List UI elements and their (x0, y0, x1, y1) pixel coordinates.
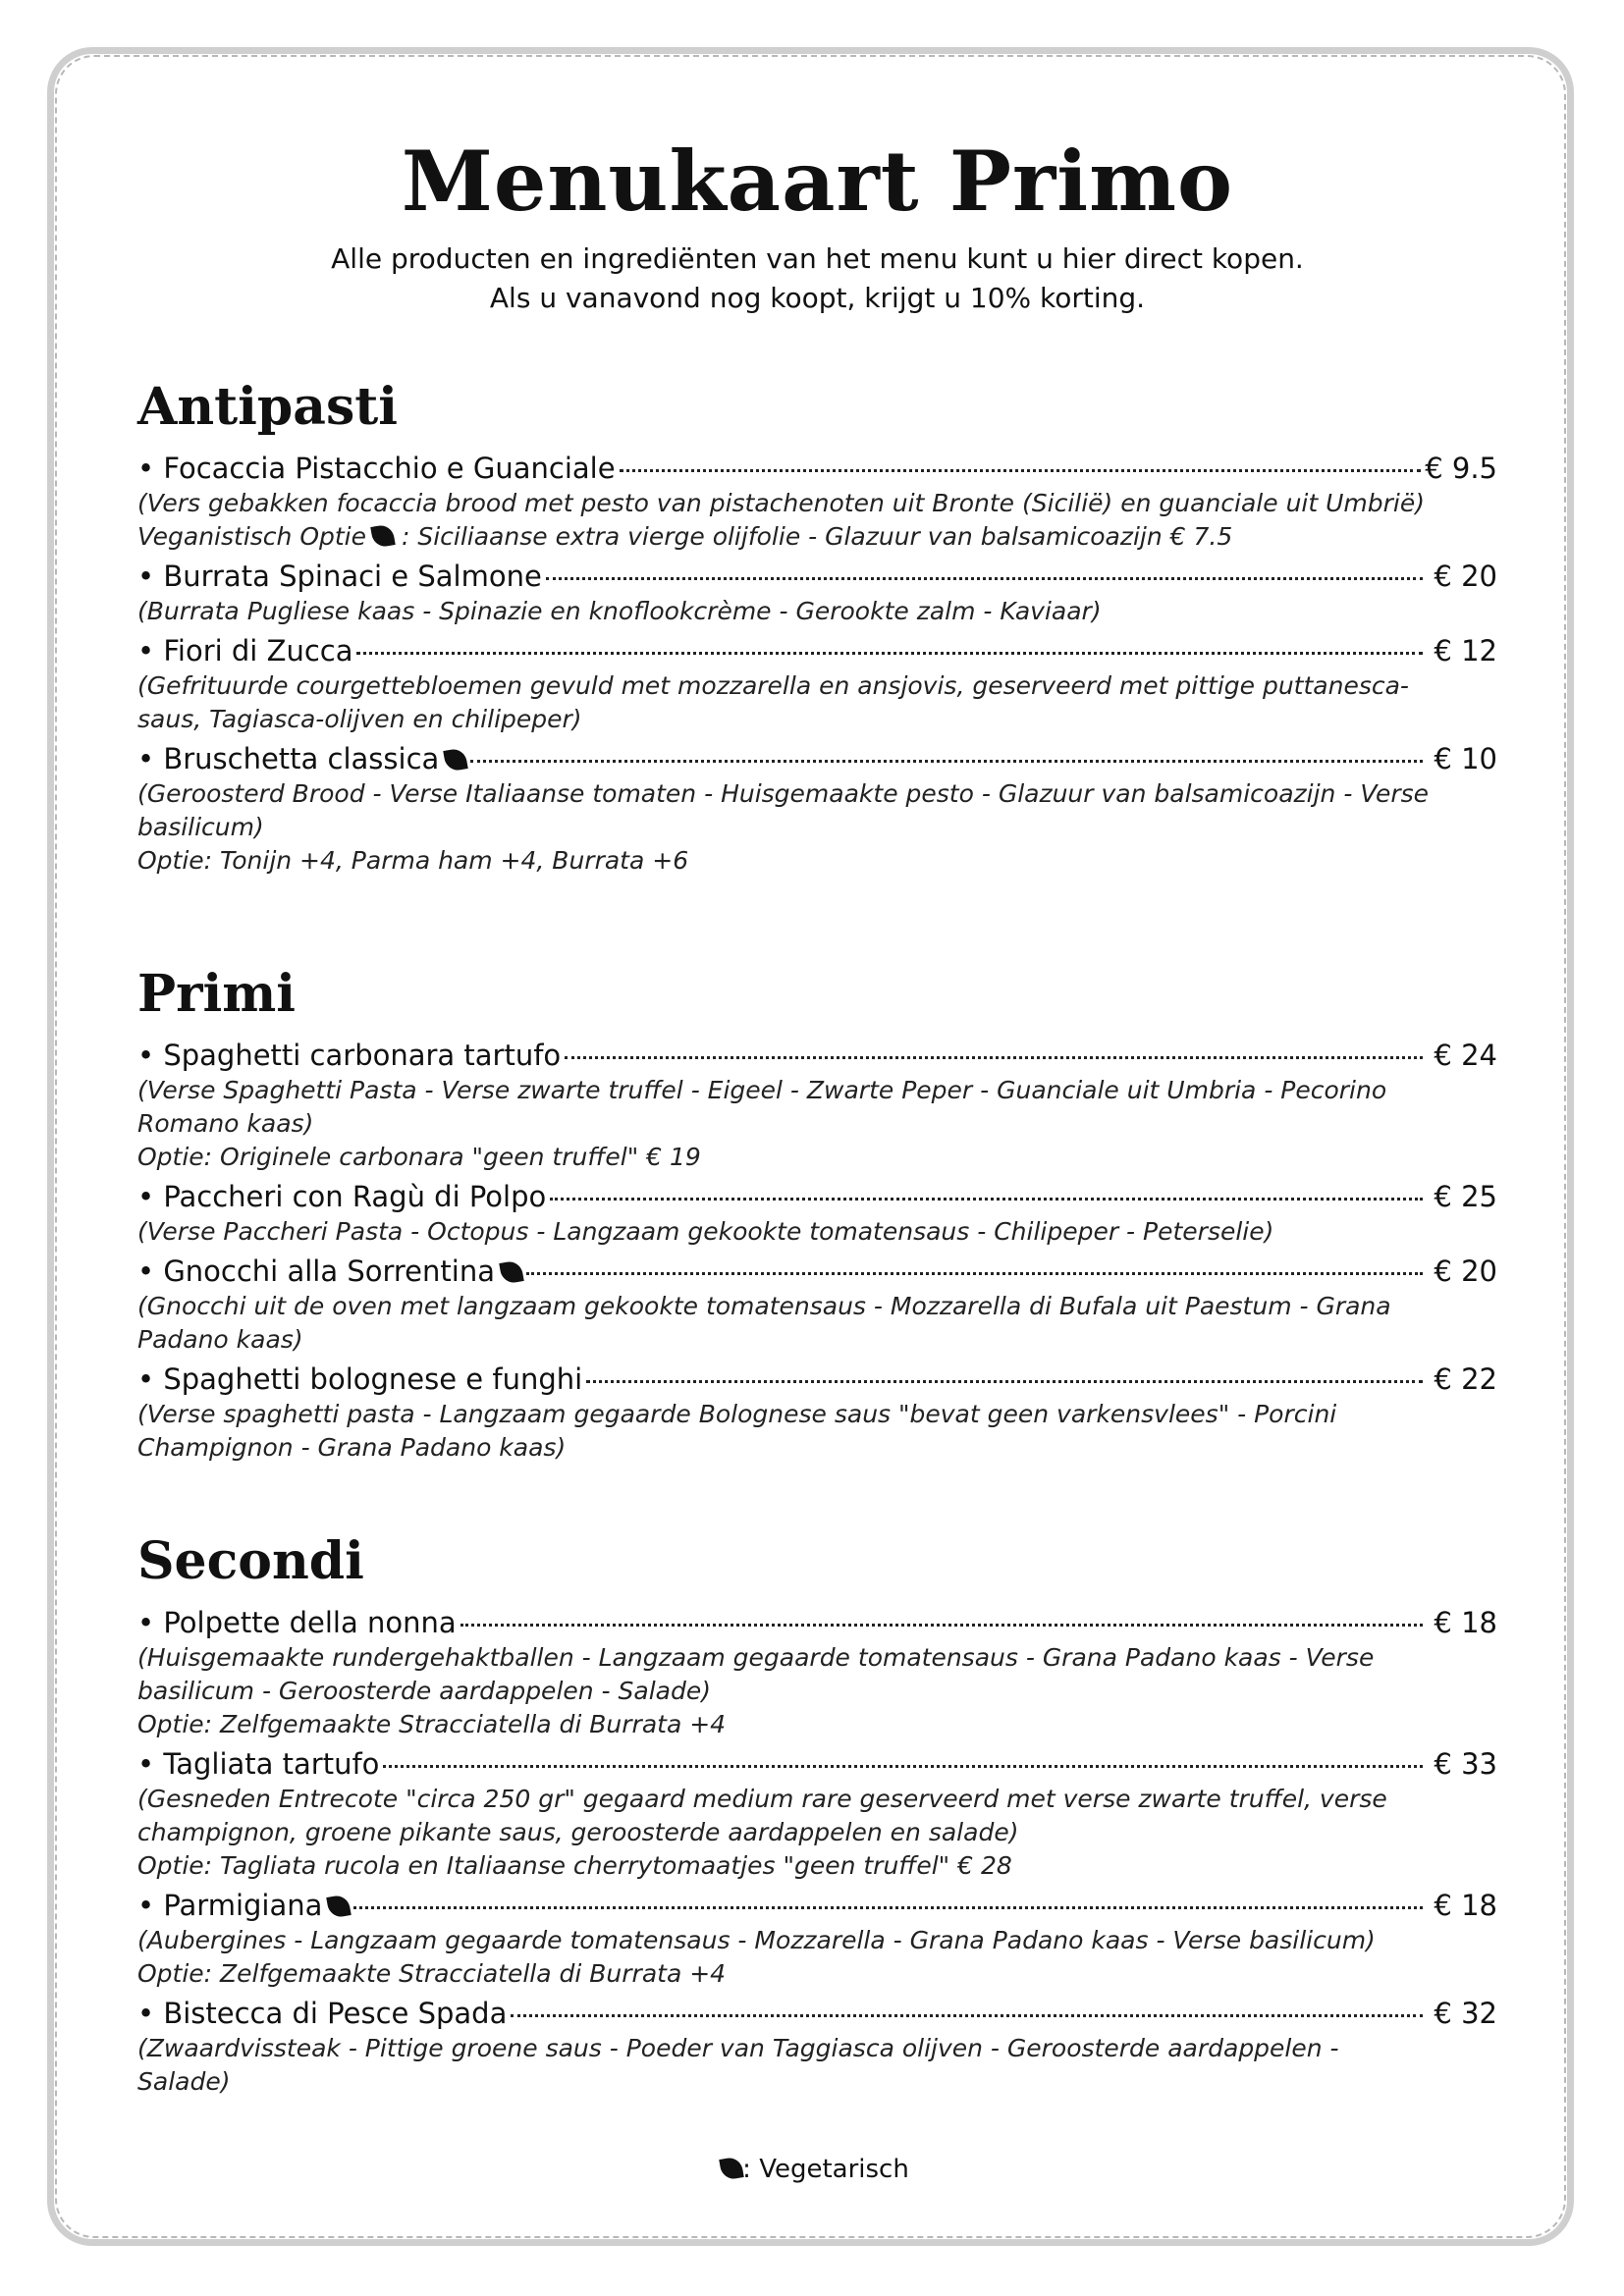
item-price: € 10 (1434, 742, 1497, 775)
item-name: • Bistecca di Pesce Spada (137, 1997, 508, 2030)
item-option: Optie: Zelfgemaakte Stracciatella di Burrata +4 (137, 1710, 727, 1738)
dot-leader (470, 760, 1423, 763)
item-price: € 18 (1434, 1889, 1497, 1922)
dot-leader (546, 577, 1423, 580)
item-price: € 12 (1434, 634, 1497, 667)
section-title: Primi (137, 964, 297, 1024)
item-description: (Zwaardvissteak - Pittige groene saus - Poeder van Taggiasca olijven - Geroosterde aardappelen - Salade) (137, 2034, 1339, 2096)
vegetarian-leaf-icon (444, 747, 468, 772)
item-price: € 25 (1434, 1180, 1497, 1213)
legend-text: : Vegetarisch (742, 2155, 909, 2184)
item-name (137, 1887, 350, 1924)
menu-item (137, 450, 1497, 554)
item-option (137, 520, 1497, 554)
menu-item (137, 1604, 1497, 1741)
vegetarian-leaf-icon (370, 523, 395, 548)
menu-item (137, 1178, 1497, 1249)
section-title: Antipasti (137, 377, 399, 437)
legend (0, 2155, 1624, 2184)
item-name (137, 1253, 522, 1290)
menu-item (137, 558, 1497, 628)
item-name: • Focaccia Pistacchio e Guanciale (137, 452, 616, 485)
item-name: • Polpette della nonna (137, 1606, 457, 1639)
dot-leader (460, 1624, 1423, 1627)
item-option: Optie: Tonijn +4, Parma ham +4, Burrata +6 (137, 846, 689, 875)
item-price: € 20 (1434, 560, 1497, 593)
item-price: € 24 (1434, 1039, 1497, 1072)
item-description: (Burrata Pugliese kaas - Spinazie en knoflookcrème - Gerookte zalm - Kaviaar) (137, 597, 1102, 625)
menu-item (137, 1253, 1497, 1357)
vegetarian-leaf-icon (719, 2156, 743, 2180)
item-name: • Spaghetti bolognese e funghi (137, 1362, 583, 1396)
item-price: € 32 (1434, 1997, 1497, 2030)
item-description: (Vers gebakken focaccia brood met pesto van pistachenoten uit Bronte (Sicilië) en guanciale uit Umbrië) (137, 489, 1425, 517)
item-name: • Paccheri con Ragù di Polpo (137, 1180, 547, 1213)
option-label: Veganistisch Optie (137, 522, 367, 551)
dot-leader (526, 1272, 1423, 1275)
menu-item (137, 1361, 1497, 1465)
subtitle-line-1: Alle producten en ingrediënten van het menu kunt u hier direct kopen. (331, 242, 1304, 275)
dot-leader (353, 1906, 1423, 1909)
item-option: Optie: Tagliata rucola en Italiaanse cherrytomaatjes "geen truffel" € 28 (137, 1851, 1012, 1880)
item-option: Optie: Zelfgemaakte Stracciatella di Burrata +4 (137, 1959, 727, 1988)
dot-leader (356, 652, 1423, 655)
item-name: • Fiori di Zucca (137, 634, 353, 667)
item-description: (Geroosterd Brood - Verse Italiaanse tomaten - Huisgemaakte pesto - Glazuur van balsamicoazijn - Verse basilicum) (137, 779, 1430, 841)
dot-leader (383, 1765, 1423, 1768)
item-name-text: • Gnocchi alla Sorrentina (137, 1255, 495, 1288)
item-name: • Tagliata tartufo (137, 1747, 380, 1781)
vegetarian-leaf-icon (499, 1259, 523, 1284)
menu-item (137, 1887, 1497, 1991)
dot-leader (586, 1380, 1423, 1383)
item-description: (Gnocchi uit de oven met langzaam gekookte tomatensaus - Mozzarella di Bufala uit Paestum - Grana Padano kaas) (137, 1292, 1391, 1354)
item-description: (Verse Paccheri Pasta - Octopus - Langzaam gekookte tomatensaus - Chilipeper - Peterselie) (137, 1217, 1274, 1246)
page-title: Menukaart Primo (401, 133, 1234, 230)
item-description: (Verse spaghetti pasta - Langzaam gegaarde Bolognese saus "bevat geen varkensvlees" - Porcini Champignon - Grana Padano kaas) (137, 1400, 1337, 1462)
item-price: € 9.5 (1425, 452, 1497, 485)
item-option: Optie: Originele carbonara "geen truffel" € 19 (137, 1143, 701, 1171)
item-name-text: • Parmigiana (137, 1889, 323, 1922)
item-name: • Burrata Spinaci e Salmone (137, 560, 542, 593)
item-description: (Verse Spaghetti Pasta - Verse zwarte truffel - Eigeel - Zwarte Peper - Guanciale uit Umbria - Pecorino Romano kaas) (137, 1076, 1387, 1138)
item-price: € 18 (1434, 1606, 1497, 1639)
item-description: (Gesneden Entrecote "circa 250 gr" gegaard medium rare geserveerd met verse zwarte truffel, verse champignon, groene pikante saus, geroosterde aardappelen en salade) (137, 1785, 1387, 1846)
subtitle-line-2: Als u vanavond nog koopt, krijgt u 10% korting. (489, 282, 1146, 314)
section-title: Secondi (137, 1531, 364, 1591)
section-secondi (137, 1529, 1497, 2099)
item-description: (Gefrituurde courgettebloemen gevuld met mozzarella en ansjovis, geserveerd met pittige puttanesca-saus, Tagiasca-olijven en chilipeper) (137, 671, 1409, 733)
dot-leader (565, 1056, 1423, 1059)
menu-page (137, 128, 1497, 2099)
item-name: • Spaghetti carbonara tartufo (137, 1039, 562, 1072)
item-price: € 20 (1434, 1255, 1497, 1288)
menu-item (137, 1037, 1497, 1174)
dot-leader (511, 2014, 1423, 2017)
item-name-text: • Bruschetta classica (137, 742, 440, 775)
item-description: (Huisgemaakte rundergehaktballen - Langzaam gegaarde tomatensaus - Grana Padano kaas - Verse basilicum - Geroosterde aardappelen - Salade) (137, 1643, 1375, 1705)
item-price: € 33 (1434, 1747, 1497, 1781)
section-antipasti (137, 375, 1497, 878)
dot-leader (550, 1198, 1423, 1201)
menu-item (137, 632, 1497, 736)
menu-item (137, 740, 1497, 878)
menu-item (137, 1995, 1497, 2099)
vegetarian-leaf-icon (327, 1894, 352, 1918)
item-description: (Aubergines - Langzaam gegaarde tomatensaus - Mozzarella - Grana Padano kaas - Verse basilicum) (137, 1926, 1376, 1954)
subtitle (137, 240, 1497, 318)
option-text: : Siciliaanse extra vierge olijfolie - Glazuur van balsamicoazijn € 7.5 (401, 522, 1233, 551)
item-price: € 22 (1434, 1362, 1497, 1396)
section-primi (137, 962, 1497, 1465)
dot-leader (620, 469, 1422, 472)
menu-item (137, 1745, 1497, 1883)
item-name (137, 740, 466, 777)
